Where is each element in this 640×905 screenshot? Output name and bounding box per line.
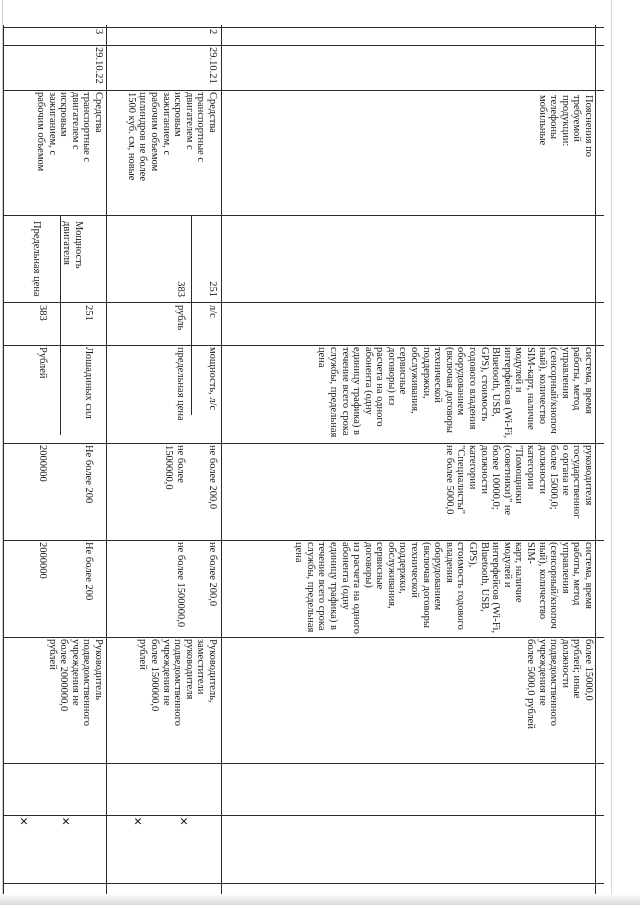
table-rule bbox=[4, 302, 604, 303]
chief-category-text: система, время работы, метод управления (сенсорный/кнопоч ный), количество SIM-карт, наличие модулей и интерфейсов (Wi-Fi, Bluetooth, USB, GPS), стоимость годового владения оборудованием (включая договоры технической поддержки, обслуживания, сервисные договоры) из расчета на одного абонента (одну единицу трафика) в течение всего срока службы, предельная цена bbox=[316, 347, 594, 439]
okpd-code: 29.10.21 bbox=[207, 47, 218, 84]
table-rule bbox=[4, 345, 604, 346]
unit-name: Лошадиных сил bbox=[83, 347, 94, 419]
unit-name: л/с bbox=[207, 305, 218, 318]
position-limit: Руководитель подведомственного учреждения не более 2000000,0 рублей bbox=[46, 639, 104, 726]
characteristic: предельная цена bbox=[175, 347, 186, 421]
unit-code: 251 bbox=[83, 305, 94, 321]
table-rule bbox=[3, 25, 4, 895]
position-limit: Руководитель, заместители руководителя подведомственного учреждения не более 1500000,0 рублей bbox=[137, 639, 218, 726]
unit-code: 383 bbox=[175, 281, 186, 297]
product-note: Пояснения по требуемой продукции: телефоны мобильные bbox=[536, 95, 594, 157]
table-rule bbox=[106, 25, 107, 895]
cross-mark: × bbox=[175, 817, 191, 826]
chief-limit: 2000000 bbox=[37, 445, 48, 482]
chief-limit: не более 200,0 bbox=[207, 445, 218, 510]
other-limit: не более 200,0 bbox=[207, 542, 218, 607]
characteristic-label: Предельная цена bbox=[31, 221, 42, 297]
characteristic: мощность, л/с bbox=[207, 347, 218, 411]
okpd-code: 29.10.22 bbox=[93, 47, 104, 84]
other-limit: Не более 200 bbox=[83, 542, 94, 601]
table-rule bbox=[191, 215, 192, 415]
row-number: 2 bbox=[207, 29, 218, 35]
other-category-value: более 15000,0 рублей; иные должности подведомственного учреждения не более 5000,0 рублей bbox=[525, 639, 594, 729]
rotated-table bbox=[4, 25, 604, 895]
characteristic-label: Мощность двигателя bbox=[61, 221, 84, 269]
cross-mark: × bbox=[129, 817, 145, 826]
table-rule bbox=[4, 763, 604, 764]
table-rule bbox=[4, 815, 604, 816]
table-rule bbox=[4, 637, 604, 638]
row-number: 3 bbox=[93, 29, 104, 35]
table-rule bbox=[221, 25, 222, 895]
table-rule bbox=[4, 45, 604, 46]
table-rule bbox=[4, 883, 604, 884]
unit-name: рубль bbox=[175, 305, 186, 331]
scan-page-edge bbox=[611, 0, 612, 900]
chief-limit: Не более 200 bbox=[83, 445, 94, 504]
product-name: Средства транспортные с двигателем с искровым зажиганием, с рабочим объемом цилиндров не более 1500 куб. см, новые bbox=[125, 92, 218, 182]
cross-mark: × bbox=[15, 817, 31, 826]
table-rule bbox=[4, 443, 604, 444]
unit-code: 383 bbox=[37, 305, 48, 321]
table-rule bbox=[4, 90, 604, 91]
chief-limit: не более 1500000,0 bbox=[163, 445, 186, 490]
scan-bottom-shadow bbox=[0, 894, 640, 905]
cross-mark: × bbox=[57, 817, 73, 826]
unit-name: Рублей bbox=[37, 347, 48, 379]
other-category-text: система, время работы, метод управления (сенсорный/кнопоч ный), количество SIM- карт, наличие модулей и интерфейсов (Wi-Fi, Bluetooth, USB, GPS), стоимость годового владения оборудованием (включая договоры технической поддержки, обслуживания, сервисные договоры) из расчета на одного абонента (одну единицу трафика) в течение всего срока службы, предельная цена bbox=[293, 542, 594, 635]
other-limit: не более 1500000,0 bbox=[175, 542, 186, 628]
table-rule bbox=[4, 215, 604, 216]
product-name: Средства транспортные с двигателем с искровым зажиганием, с рабочим объемом bbox=[35, 92, 104, 172]
chief-category-value: руководителя государственног о органа не более 15000,0; должности категории "Помощники (советники)" не более 10000,0; должности категории "Специалисты" не более 5000,0 bbox=[443, 445, 594, 519]
table-rule bbox=[4, 27, 604, 28]
unit-code: 251 bbox=[207, 281, 218, 297]
other-limit: 2000000 bbox=[37, 542, 48, 579]
table-rule bbox=[595, 25, 596, 895]
table-rule bbox=[4, 540, 604, 541]
